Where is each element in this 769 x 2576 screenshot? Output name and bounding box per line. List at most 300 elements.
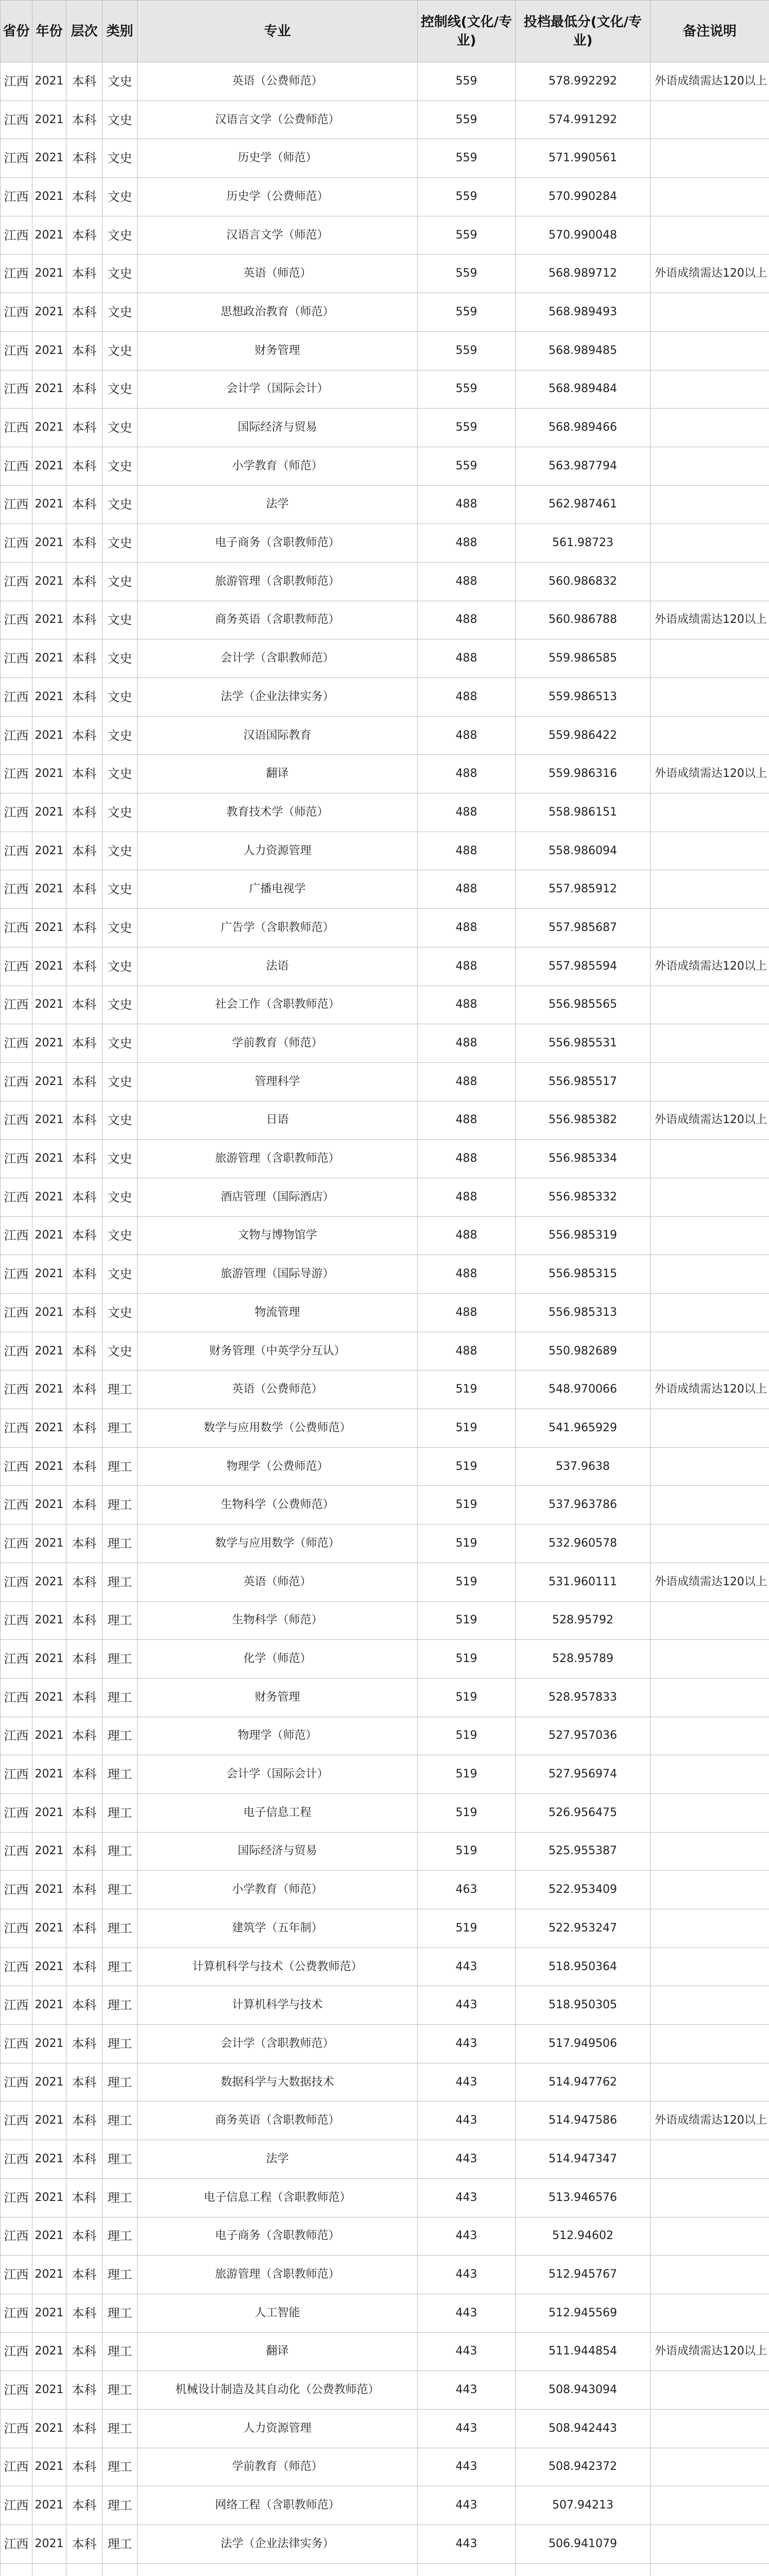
cell-year: 2021	[32, 2025, 66, 2063]
cell-major: 数据科学与大数据技术	[138, 2063, 418, 2102]
cell-min-score: 514.947762	[516, 2063, 651, 2102]
table-row	[1, 62, 769, 101]
cell-level: 本科	[66, 2371, 102, 2410]
table-row	[1, 178, 769, 216]
cell-province: 江西	[1, 1986, 32, 2025]
cell-year: 2021	[32, 755, 66, 793]
cell-category: 理工	[102, 1524, 138, 1563]
cell-min-score: 511.944854	[516, 2332, 651, 2371]
cell-min-score: 570.990048	[516, 216, 651, 255]
cell-level: 本科	[66, 2063, 102, 2102]
cell-year: 2021	[32, 1101, 66, 1140]
cell-control-line: 488	[418, 793, 516, 832]
cell-year: 2021	[32, 2217, 66, 2256]
cell-year: 2021	[32, 1486, 66, 1524]
cell-major: 英语（师范）	[138, 1563, 418, 1601]
cell-major: 学前教育（师范）	[138, 2448, 418, 2486]
cell-province: 江西	[1, 678, 32, 717]
cell-min-score: 574.991292	[516, 100, 651, 139]
cell-level: 本科	[66, 562, 102, 601]
cell-control-line: 488	[418, 524, 516, 563]
cell-major: 网络工程（含职教师范）	[138, 2486, 418, 2525]
cell-min-score: 556.985332	[516, 1178, 651, 1216]
cell-category: 文史	[102, 755, 138, 793]
cell-min-score: 556.985531	[516, 1024, 651, 1063]
cell-note	[651, 1793, 769, 1832]
cell-min-score: 550.982689	[516, 1332, 651, 1370]
table-row	[1, 2140, 769, 2179]
cell-year: 2021	[32, 793, 66, 832]
cell-major: 物理学（公费师范）	[138, 1447, 418, 1486]
table-row	[1, 1332, 769, 1370]
cell-province: 江西	[1, 1216, 32, 1255]
cell-province: 江西	[1, 832, 32, 870]
cell-control-line: 488	[418, 639, 516, 678]
cell-note	[651, 2140, 769, 2179]
cell-province: 江西	[1, 2025, 32, 2063]
cell-major: 物流管理	[138, 1294, 418, 1332]
cell-control-line: 519	[418, 1640, 516, 1679]
cell-province: 江西	[1, 2332, 32, 2371]
cell-category: 文史	[102, 1101, 138, 1140]
cell-year: 2021	[32, 255, 66, 293]
cell-note	[651, 409, 769, 447]
cell-major: 英语（公费师范）	[138, 1370, 418, 1409]
cell-note	[651, 1062, 769, 1101]
cell-level: 本科	[66, 1947, 102, 1986]
cell-control-line: 519	[418, 1832, 516, 1871]
cell-note	[651, 639, 769, 678]
cell-major: 国际经济与贸易	[138, 409, 418, 447]
table-row	[1, 139, 769, 178]
cell-level: 本科	[66, 1909, 102, 1948]
cell-year: 2021	[32, 409, 66, 447]
cell-note	[651, 2371, 769, 2410]
table-row	[1, 1717, 769, 1755]
cell-major: 英语（公费师范）	[138, 62, 418, 101]
cell-major: 财务管理	[138, 1678, 418, 1717]
cell-min-score: 522.953247	[516, 1909, 651, 1948]
cell-category	[102, 2563, 138, 2576]
cell-province: 江西	[1, 716, 32, 755]
cell-level: 本科	[66, 1755, 102, 1794]
table-row	[1, 100, 769, 139]
cell-category: 文史	[102, 1294, 138, 1332]
cell-level: 本科	[66, 255, 102, 293]
cell-control-line: 443	[418, 1947, 516, 1986]
cell-category: 文史	[102, 947, 138, 986]
cell-note: 外语成绩需达120以上	[651, 947, 769, 986]
cell-control-line: 559	[418, 62, 516, 101]
cell-note	[651, 524, 769, 563]
cell-year: 2021	[32, 1332, 66, 1370]
cell-category: 理工	[102, 2525, 138, 2564]
cell-level: 本科	[66, 2217, 102, 2256]
cell-year: 2021	[32, 2332, 66, 2371]
cell-category: 理工	[102, 1447, 138, 1486]
cell-year: 2021	[32, 1216, 66, 1255]
cell-year: 2021	[32, 2371, 66, 2410]
cell-note	[651, 1024, 769, 1063]
cell-province: 江西	[1, 409, 32, 447]
cell-control-line: 559	[418, 293, 516, 332]
cell-control-line: 559	[418, 178, 516, 216]
cell-province: 江西	[1, 2256, 32, 2294]
cell-min-score: 559.986316	[516, 755, 651, 793]
table-row	[1, 1101, 769, 1140]
cell-note	[651, 716, 769, 755]
cell-year: 2021	[32, 1717, 66, 1755]
table-row	[1, 1947, 769, 1986]
cell-major: 历史学（公费师范）	[138, 178, 418, 216]
cell-year: 2021	[32, 1370, 66, 1409]
cell-min-score: 548.970066	[516, 1370, 651, 1409]
cell-major	[138, 2563, 418, 2576]
table-row	[1, 793, 769, 832]
cell-level: 本科	[66, 1178, 102, 1216]
cell-note	[651, 1832, 769, 1871]
cell-category: 文史	[102, 870, 138, 909]
cell-province: 江西	[1, 2178, 32, 2217]
cell-min-score: 556.985313	[516, 1294, 651, 1332]
cell-major: 学前教育（师范）	[138, 1024, 418, 1063]
cell-year: 2021	[32, 62, 66, 101]
cell-level: 本科	[66, 178, 102, 216]
cell-year: 2021	[32, 1563, 66, 1601]
table-row	[1, 2102, 769, 2140]
cell-note	[651, 1524, 769, 1563]
cell-note	[651, 447, 769, 485]
cell-major: 翻译	[138, 2332, 418, 2371]
cell-level: 本科	[66, 485, 102, 524]
table-row	[1, 947, 769, 986]
cell-province: 江西	[1, 1294, 32, 1332]
cell-major: 广告学（含职教师范）	[138, 909, 418, 947]
cell-note: 外语成绩需达120以上	[651, 1563, 769, 1601]
cell-major: 法学	[138, 2140, 418, 2179]
cell-level: 本科	[66, 1216, 102, 1255]
table-row	[1, 255, 769, 293]
header-note: 备注说明	[651, 1, 769, 62]
cell-category: 理工	[102, 2294, 138, 2332]
cell-major: 电子商务（含职教师范）	[138, 524, 418, 563]
table-row	[1, 216, 769, 255]
cell-year: 2021	[32, 2294, 66, 2332]
cell-province	[1, 2563, 32, 2576]
cell-major: 计算机科学与技术	[138, 1986, 418, 2025]
cell-province: 江西	[1, 1755, 32, 1794]
cell-level: 本科	[66, 2294, 102, 2332]
cell-note	[651, 1294, 769, 1332]
cell-province: 江西	[1, 1178, 32, 1216]
cell-note: 外语成绩需达120以上	[651, 2102, 769, 2140]
cell-province: 江西	[1, 1832, 32, 1871]
cell-control-line: 519	[418, 1717, 516, 1755]
cell-year: 2021	[32, 870, 66, 909]
cell-province: 江西	[1, 100, 32, 139]
cell-min-score: 537.963786	[516, 1486, 651, 1524]
cell-note: 外语成绩需达120以上	[651, 1101, 769, 1140]
cell-category: 文史	[102, 562, 138, 601]
table-row	[1, 678, 769, 717]
cell-province: 江西	[1, 1409, 32, 1448]
cell-level: 本科	[66, 1640, 102, 1679]
header-province: 省份	[1, 1, 32, 62]
cell-year: 2021	[32, 2178, 66, 2217]
cell-note: 外语成绩需达120以上	[651, 62, 769, 101]
cell-level: 本科	[66, 2025, 102, 2063]
cell-province: 江西	[1, 1640, 32, 1679]
cell-year: 2021	[32, 2256, 66, 2294]
table-row	[1, 485, 769, 524]
cell-major: 物理学（师范）	[138, 1717, 418, 1755]
table-row	[1, 755, 769, 793]
cell-province: 江西	[1, 331, 32, 370]
cell-note	[651, 1717, 769, 1755]
cell-control-line: 488	[418, 1216, 516, 1255]
cell-min-score: 518.950305	[516, 1986, 651, 2025]
cell-category: 理工	[102, 2102, 138, 2140]
cell-min-score: 568.989466	[516, 409, 651, 447]
cell-major: 会计学（国际会计）	[138, 370, 418, 409]
cell-major: 商务英语（含职教师范）	[138, 2102, 418, 2140]
cell-category: 理工	[102, 1755, 138, 1794]
cell-note	[651, 2294, 769, 2332]
cell-min-score: 508.942443	[516, 2409, 651, 2448]
cell-control-line: 443	[418, 2140, 516, 2179]
table-row	[1, 2409, 769, 2448]
cell-level: 本科	[66, 1140, 102, 1178]
cell-province: 江西	[1, 2140, 32, 2179]
cell-min-score: 537.9638	[516, 1447, 651, 1486]
cell-level: 本科	[66, 100, 102, 139]
table-row	[1, 1255, 769, 1294]
cell-year: 2021	[32, 216, 66, 255]
cell-category: 文史	[102, 62, 138, 101]
cell-min-score: 506.941079	[516, 2525, 651, 2564]
cell-min-score: 513.946576	[516, 2178, 651, 2217]
cell-min-score: 556.985319	[516, 1216, 651, 1255]
cell-category: 文史	[102, 639, 138, 678]
cell-major: 商务英语（含职教师范）	[138, 601, 418, 639]
cell-category: 文史	[102, 255, 138, 293]
cell-control-line: 463	[418, 1871, 516, 1909]
table-row	[1, 601, 769, 639]
cell-major: 汉语国际教育	[138, 716, 418, 755]
cell-category: 理工	[102, 2217, 138, 2256]
cell-category: 理工	[102, 2371, 138, 2410]
cell-level: 本科	[66, 1563, 102, 1601]
cell-level: 本科	[66, 832, 102, 870]
cell-major: 广播电视学	[138, 870, 418, 909]
cell-control-line: 559	[418, 255, 516, 293]
cell-control-line: 443	[418, 1986, 516, 2025]
table-row	[1, 1871, 769, 1909]
cell-year: 2021	[32, 331, 66, 370]
table-row	[1, 2448, 769, 2486]
cell-level: 本科	[66, 1871, 102, 1909]
cell-control-line	[418, 2563, 516, 2576]
cell-year: 2021	[32, 1447, 66, 1486]
cell-note: 外语成绩需达120以上	[651, 2332, 769, 2371]
table-row	[1, 1178, 769, 1216]
cell-control-line: 559	[418, 331, 516, 370]
cell-year: 2021	[32, 1255, 66, 1294]
cell-year: 2021	[32, 1024, 66, 1063]
cell-category: 理工	[102, 1947, 138, 1986]
cell-min-score: 568.989493	[516, 293, 651, 332]
cell-category: 文史	[102, 216, 138, 255]
cell-province: 江西	[1, 1255, 32, 1294]
table-row	[1, 447, 769, 485]
cell-control-line: 488	[418, 909, 516, 947]
table-row	[1, 1370, 769, 1409]
cell-major: 小学教育（师范）	[138, 1871, 418, 1909]
cell-major: 电子信息工程	[138, 1793, 418, 1832]
cell-year: 2021	[32, 524, 66, 563]
cell-min-score: 568.989712	[516, 255, 651, 293]
cell-level: 本科	[66, 62, 102, 101]
table-row	[1, 909, 769, 947]
cell-category: 文史	[102, 601, 138, 639]
cell-min-score: 512.945767	[516, 2256, 651, 2294]
cell-province: 江西	[1, 216, 32, 255]
table-row	[1, 870, 769, 909]
table-header	[1, 1, 769, 62]
cell-major: 英语（师范）	[138, 255, 418, 293]
cell-note	[651, 293, 769, 332]
cell-province: 江西	[1, 1524, 32, 1563]
cell-level: 本科	[66, 1370, 102, 1409]
table-body	[1, 62, 769, 2576]
cell-control-line: 559	[418, 216, 516, 255]
cell-province: 江西	[1, 986, 32, 1024]
header-year: 年份	[32, 1, 66, 62]
cell-control-line: 488	[418, 562, 516, 601]
cell-major: 电子商务（含职教师范）	[138, 2217, 418, 2256]
cell-level: 本科	[66, 293, 102, 332]
cell-control-line: 519	[418, 1793, 516, 1832]
table-row	[1, 2294, 769, 2332]
cell-category: 文史	[102, 178, 138, 216]
cell-category: 理工	[102, 2063, 138, 2102]
cell-note	[651, 1332, 769, 1370]
cell-note	[651, 2563, 769, 2576]
cell-note	[651, 485, 769, 524]
cell-note	[651, 909, 769, 947]
cell-note	[651, 2486, 769, 2525]
cell-control-line: 443	[418, 2448, 516, 2486]
cell-year: 2021	[32, 1871, 66, 1909]
cell-note: 外语成绩需达120以上	[651, 755, 769, 793]
cell-level: 本科	[66, 370, 102, 409]
cell-major: 人力资源管理	[138, 832, 418, 870]
cell-category: 文史	[102, 447, 138, 485]
table-row	[1, 1909, 769, 1948]
cell-note	[651, 1755, 769, 1794]
table-row	[1, 1678, 769, 1717]
cell-min-score: 570.990284	[516, 178, 651, 216]
cell-year: 2021	[32, 1294, 66, 1332]
cell-level: 本科	[66, 1101, 102, 1140]
cell-province: 江西	[1, 562, 32, 601]
cell-year: 2021	[32, 370, 66, 409]
cell-control-line: 488	[418, 755, 516, 793]
cell-year: 2021	[32, 947, 66, 986]
table-row	[1, 1832, 769, 1871]
cell-control-line: 488	[418, 832, 516, 870]
cell-province: 江西	[1, 293, 32, 332]
cell-control-line: 488	[418, 1255, 516, 1294]
cell-major: 人力资源管理	[138, 2409, 418, 2448]
cell-major: 汉语言文学（公费师范）	[138, 100, 418, 139]
cell-category: 理工	[102, 2178, 138, 2217]
cell-note	[651, 1409, 769, 1448]
table-row	[1, 1563, 769, 1601]
cell-level: 本科	[66, 986, 102, 1024]
cell-category: 文史	[102, 485, 138, 524]
cell-min-score: 541.965929	[516, 1409, 651, 1448]
table-row	[1, 1409, 769, 1448]
cell-province: 江西	[1, 2371, 32, 2410]
cell-note	[651, 986, 769, 1024]
cell-year: 2021	[32, 832, 66, 870]
table-row	[1, 2525, 769, 2564]
cell-level: 本科	[66, 331, 102, 370]
cell-min-score: 522.953409	[516, 1871, 651, 1909]
cell-year	[32, 2563, 66, 2576]
cell-category: 理工	[102, 1370, 138, 1409]
cell-major: 法学（企业法律实务）	[138, 678, 418, 717]
cell-min-score: 532.960578	[516, 1524, 651, 1563]
cell-control-line: 443	[418, 2256, 516, 2294]
cell-province: 江西	[1, 2102, 32, 2140]
cell-province: 江西	[1, 755, 32, 793]
cell-control-line: 488	[418, 1178, 516, 1216]
cell-category: 理工	[102, 2025, 138, 2063]
cell-min-score: 559.986513	[516, 678, 651, 717]
cell-category: 理工	[102, 1871, 138, 1909]
cell-province: 江西	[1, 1101, 32, 1140]
cell-level: 本科	[66, 1062, 102, 1101]
cell-major: 思想政治教育（师范）	[138, 293, 418, 332]
table-row	[1, 639, 769, 678]
cell-category: 文史	[102, 716, 138, 755]
cell-min-score: 528.95792	[516, 1601, 651, 1640]
cell-control-line: 443	[418, 2217, 516, 2256]
table-row	[1, 409, 769, 447]
cell-level: 本科	[66, 1524, 102, 1563]
cell-note: 外语成绩需达120以上	[651, 255, 769, 293]
cell-province: 江西	[1, 255, 32, 293]
cell-min-score: 578.992292	[516, 62, 651, 101]
cell-control-line: 519	[418, 1486, 516, 1524]
cell-control-line: 488	[418, 1101, 516, 1140]
cell-control-line: 559	[418, 139, 516, 178]
table-row	[1, 524, 769, 563]
cell-major: 社会工作（含职教师范）	[138, 986, 418, 1024]
cell-year: 2021	[32, 1601, 66, 1640]
cell-major: 财务管理（中英学分互认）	[138, 1332, 418, 1370]
table-row	[1, 1524, 769, 1563]
cell-control-line: 488	[418, 870, 516, 909]
table-row	[1, 293, 769, 332]
cell-year: 2021	[32, 1755, 66, 1794]
cell-min-score: 557.985687	[516, 909, 651, 947]
cell-category: 理工	[102, 1678, 138, 1717]
cell-level: 本科	[66, 793, 102, 832]
cell-control-line: 443	[418, 2371, 516, 2410]
